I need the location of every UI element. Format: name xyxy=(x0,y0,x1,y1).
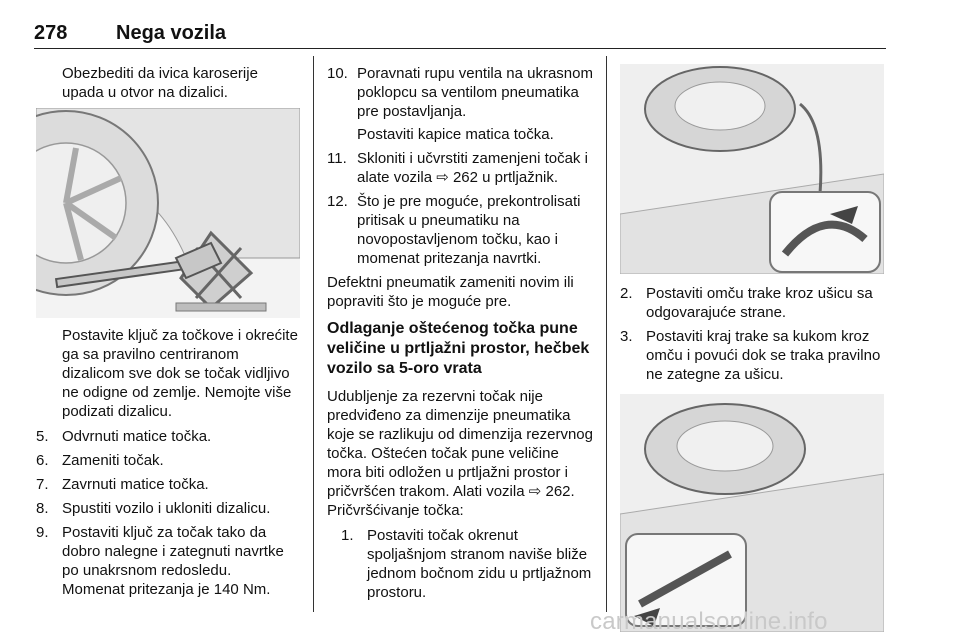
column-divider-2 xyxy=(606,56,607,612)
defect-note: Defektni pneumatik zameniti novim ili popraviti što je moguće pre. xyxy=(327,274,574,310)
page-header xyxy=(34,8,886,49)
column-3 xyxy=(620,64,886,632)
section-heading: Odlaganje oštećenog točka pune veličine u prtljažni prostor, hečbek vozilo sa 5-oro vrata xyxy=(327,320,590,377)
steps-10-12 xyxy=(327,64,593,268)
step-10-note: Postaviti kapice matica točka. xyxy=(357,126,554,143)
section-body: Udubljenje za rezervni točak nije predviđeno za dimenzije pneumatika koje se razlikuju od dimenzija rezervnog točka. Oštećen točak pune veličine mora biti odložen u prtljažni prostor i pričvršćen trakom. Alati vozila ⇨ 262. Pričvršćivanje točka: xyxy=(327,388,593,519)
page-number: 278 xyxy=(34,22,68,44)
substep-1: 1. Postaviti točak okrenut spoljašnjom stranom naviše bliže jednom bočnom zidu u prtljažnom prostoru. xyxy=(341,527,592,601)
detail-inset xyxy=(770,192,880,272)
watermark: carmanualsonline.info xyxy=(590,608,828,635)
intro-text: Obezbediti da ivica karoserije upada u otvor na dizalici. xyxy=(62,65,258,101)
illustration-caption: Postavite ključ za točkove i okrećite ga sa pravilno centriranom dizalicom sve dok se točak vidljivo ne odigne od zemlje. Nemojte više podizati dizalicu. xyxy=(62,327,298,420)
step-9: 9. Postaviti ključ za točak tako da dobro nalegne i zategnuti navrtke po unakrsnom redosledu. xyxy=(36,524,284,579)
jack-illustration xyxy=(36,108,300,318)
column-2 xyxy=(327,64,593,607)
step-7: 7. Zavrnuti matice točka. xyxy=(36,476,209,493)
page-reference-arrow-icon: ⇨ xyxy=(436,169,449,186)
step-6: 6. Zameniti točak. xyxy=(36,452,164,469)
step-8: 8. Spustiti vozilo i ukloniti dizalicu. xyxy=(36,500,271,517)
step-12: 12. Što je pre moguće, prekontrolisati pritisak u pneumatiku na novopostavljenom točku, kao i momenat pritezanja navrtki. xyxy=(327,193,581,267)
strap-loop-illustration xyxy=(620,64,884,274)
step-2: 2. Postaviti omču trake kroz ušicu sa odgovarajuće strane. xyxy=(620,285,873,321)
substeps xyxy=(341,526,593,602)
step-11: 11. Skloniti i učvrstiti zamenjeni točak i alate vozila ⇨ 262 u prtljažnik. xyxy=(327,150,588,186)
page-reference: 262 xyxy=(452,169,478,186)
column-1 xyxy=(36,64,300,605)
column-divider-1 xyxy=(313,56,314,612)
strap-hook-illustration xyxy=(620,394,884,632)
chapter-title: Nega vozila xyxy=(116,22,227,44)
step-10: 10. Poravnati rupu ventila na ukrasnom poklopcu sa ventilom pneumatika pre postavljanja. Postaviti kapice matica točka. xyxy=(327,65,593,143)
steps-2-3 xyxy=(620,284,886,384)
step-3: 3. Postaviti kraj trake sa kukom kroz omču i povući dok se traka pravilno ne zategne za ušicu. xyxy=(620,328,881,383)
torque-note: Momenat pritezanja je 140 Nm. xyxy=(62,581,271,598)
steps-5-9 xyxy=(36,427,300,580)
page-reference-arrow-icon: ⇨ xyxy=(528,483,542,500)
page-reference: 262 xyxy=(545,483,571,500)
step-5: 5. Odvrnuti matice točka. xyxy=(36,428,212,445)
